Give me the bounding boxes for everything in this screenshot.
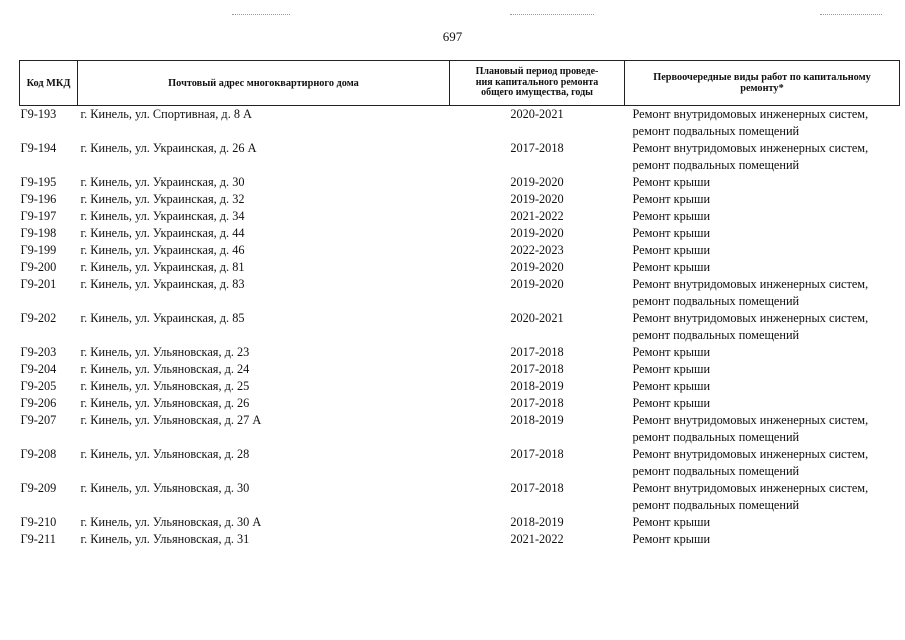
works-line: Ремонт внутридомовых инженерных систем, — [632, 107, 869, 121]
cell-code: Г9-203 — [20, 345, 57, 359]
header-row — [20, 61, 900, 106]
cell-code: Г9-205 — [20, 379, 57, 393]
cell-period: 2020-2021 — [510, 107, 564, 121]
table-row — [20, 395, 900, 412]
cell-address: г. Кинель, ул. Ульяновская, д. 31 — [80, 532, 250, 546]
cell-period: 2022-2023 — [510, 243, 564, 257]
works-line: Ремонт крыши — [632, 192, 711, 206]
works-line: Ремонт крыши — [632, 243, 711, 257]
cell-address: г. Кинель, ул. Украинская, д. 34 — [80, 209, 245, 223]
table-row — [20, 276, 900, 310]
table-row — [20, 344, 900, 361]
table-row — [20, 446, 900, 480]
cell-code: Г9-210 — [20, 515, 57, 529]
works-line: Ремонт крыши — [632, 175, 711, 189]
cell-address: г. Кинель, ул. Украинская, д. 44 — [80, 226, 245, 240]
scan-artifact-middle — [510, 14, 594, 16]
header-period — [450, 61, 625, 106]
cell-code: Г9-208 — [20, 447, 57, 461]
works-line: Ремонт крыши — [632, 345, 711, 359]
cell-address: г. Кинель, ул. Ульяновская, д. 23 — [80, 345, 250, 359]
cell-period: 2021-2022 — [510, 532, 564, 546]
works-line: ремонт подвальных помещений — [632, 498, 800, 512]
table-row — [20, 174, 900, 191]
table-row — [20, 412, 900, 446]
cell-works — [625, 514, 900, 531]
cell-code: Г9-194 — [20, 141, 57, 155]
works-line: ремонт подвальных помещений — [632, 464, 800, 478]
cell-address: г. Кинель, ул. Украинская, д. 46 — [80, 243, 245, 257]
works-line: Ремонт внутридомовых инженерных систем, — [632, 311, 869, 325]
works-line: Ремонт крыши — [632, 532, 711, 546]
works-line: Ремонт крыши — [632, 515, 711, 529]
cell-address: г. Кинель, ул. Украинская, д. 83 — [80, 277, 245, 291]
table-header — [20, 61, 900, 106]
works-line: ремонт подвальных помещений — [632, 294, 800, 308]
scan-artifact-right — [820, 14, 882, 16]
cell-address: г. Кинель, ул. Ульяновская, д. 26 — [80, 396, 250, 410]
cell-address: г. Кинель, ул. Ульяновская, д. 30 А — [80, 515, 262, 529]
cell-address: г. Кинель, ул. Ульяновская, д. 25 — [80, 379, 250, 393]
cell-works — [625, 480, 900, 514]
works-line: ремонт подвальных помещений — [632, 328, 800, 342]
works-line: Ремонт крыши — [632, 260, 711, 274]
table-row — [20, 310, 900, 344]
works-line: Ремонт крыши — [632, 209, 711, 223]
cell-address: г. Кинель, ул. Ульяновская, д. 28 — [80, 447, 250, 461]
cell-address: г. Кинель, ул. Украинская, д. 32 — [80, 192, 245, 206]
repair-schedule-table — [19, 60, 900, 548]
table-row — [20, 191, 900, 208]
cell-address: г. Кинель, ул. Украинская, д. 26 А — [80, 141, 257, 155]
table-row — [20, 140, 900, 174]
table-row — [20, 480, 900, 514]
table-row — [20, 378, 900, 395]
works-line: ремонт подвальных помещений — [632, 124, 800, 138]
cell-address: г. Кинель, ул. Украинская, д. 30 — [80, 175, 245, 189]
cell-period: 2017-2018 — [510, 362, 564, 376]
cell-code: Г9-195 — [20, 175, 57, 189]
header-works — [625, 61, 900, 106]
cell-works — [625, 259, 900, 276]
cell-code: Г9-198 — [20, 226, 57, 240]
cell-works — [625, 310, 900, 344]
works-line: ремонт подвальных помещений — [632, 430, 800, 444]
cell-period: 2017-2018 — [510, 345, 564, 359]
cell-code: Г9-211 — [20, 532, 56, 546]
works-line: Ремонт крыши — [632, 226, 711, 240]
cell-works — [625, 361, 900, 378]
cell-code: Г9-202 — [20, 311, 57, 325]
cell-period: 2019-2020 — [510, 226, 564, 240]
works-line: Ремонт крыши — [632, 362, 711, 376]
cell-period: 2018-2019 — [510, 379, 564, 393]
cell-works — [625, 276, 900, 310]
cell-code: Г9-209 — [20, 481, 57, 495]
works-line: Ремонт внутридомовых инженерных систем, — [632, 447, 869, 461]
cell-code: Г9-196 — [20, 192, 57, 206]
cell-period: 2019-2020 — [510, 260, 564, 274]
cell-works — [625, 395, 900, 412]
cell-code: Г9-200 — [20, 260, 57, 274]
header-period-line: ния капитального ремонта — [475, 76, 599, 88]
cell-period: 2019-2020 — [510, 192, 564, 206]
cell-period: 2019-2020 — [510, 175, 564, 189]
header-period-line: общего имущества, годы — [481, 87, 593, 99]
table-row — [20, 225, 900, 242]
cell-works — [625, 174, 900, 191]
works-line: Ремонт внутридомовых инженерных систем, — [632, 413, 869, 427]
cell-period: 2017-2018 — [510, 481, 564, 495]
cell-code: Г9-199 — [20, 243, 57, 257]
header-address: Почтовый адрес многоквартирного дома — [78, 61, 450, 106]
table-row — [20, 361, 900, 378]
cell-code: Г9-206 — [20, 396, 57, 410]
works-line: ремонт подвальных помещений — [632, 158, 800, 172]
cell-address: г. Кинель, ул. Украинская, д. 81 — [80, 260, 245, 274]
cell-works — [625, 140, 900, 174]
cell-works — [625, 412, 900, 446]
table-row — [20, 531, 900, 548]
works-line: Ремонт внутридомовых инженерных систем, — [632, 481, 869, 495]
table-body — [20, 106, 900, 549]
cell-works — [625, 531, 900, 548]
works-line: Ремонт внутридомовых инженерных систем, — [632, 277, 869, 291]
cell-address: г. Кинель, ул. Ульяновская, д. 30 — [80, 481, 250, 495]
cell-period: 2018-2019 — [510, 515, 564, 529]
cell-code: Г9-204 — [20, 362, 57, 376]
works-line: Ремонт крыши — [632, 379, 711, 393]
table-row — [20, 106, 900, 141]
header-period-line: Плановый период проведе- — [475, 66, 599, 78]
cell-period: 2018-2019 — [510, 413, 564, 427]
cell-period: 2017-2018 — [510, 141, 564, 155]
table-row — [20, 242, 900, 259]
cell-address: г. Кинель, ул. Ульяновская, д. 24 — [80, 362, 250, 376]
works-line: Ремонт внутридомовых инженерных систем, — [632, 141, 869, 155]
cell-works — [625, 344, 900, 361]
cell-period: 2020-2021 — [510, 311, 564, 325]
table-row — [20, 208, 900, 225]
cell-address: г. Кинель, ул. Украинская, д. 85 — [80, 311, 245, 325]
table-row — [20, 259, 900, 276]
cell-works — [625, 378, 900, 395]
scan-artifact-left — [232, 14, 290, 16]
header-code: Код МКД — [20, 61, 78, 106]
cell-works — [625, 225, 900, 242]
cell-period: 2021-2022 — [510, 209, 564, 223]
page-number: 697 — [442, 29, 463, 44]
table-row — [20, 514, 900, 531]
cell-code: Г9-193 — [20, 107, 57, 121]
cell-code: Г9-201 — [20, 277, 57, 291]
cell-address: г. Кинель, ул. Спортивная, д. 8 А — [80, 107, 252, 121]
header-works-line: ремонту* — [740, 83, 784, 94]
cell-works — [625, 208, 900, 225]
cell-works — [625, 191, 900, 208]
cell-works — [625, 106, 900, 141]
cell-period: 2017-2018 — [510, 396, 564, 410]
cell-works — [625, 242, 900, 259]
cell-period: 2017-2018 — [510, 447, 564, 461]
cell-period: 2019-2020 — [510, 277, 564, 291]
cell-works — [625, 446, 900, 480]
cell-code: Г9-197 — [20, 209, 57, 223]
cell-address: г. Кинель, ул. Ульяновская, д. 27 А — [80, 413, 262, 427]
cell-code: Г9-207 — [20, 413, 57, 427]
works-line: Ремонт крыши — [632, 396, 711, 410]
header-works-line: Первоочередные виды работ по капитальному — [653, 72, 871, 83]
